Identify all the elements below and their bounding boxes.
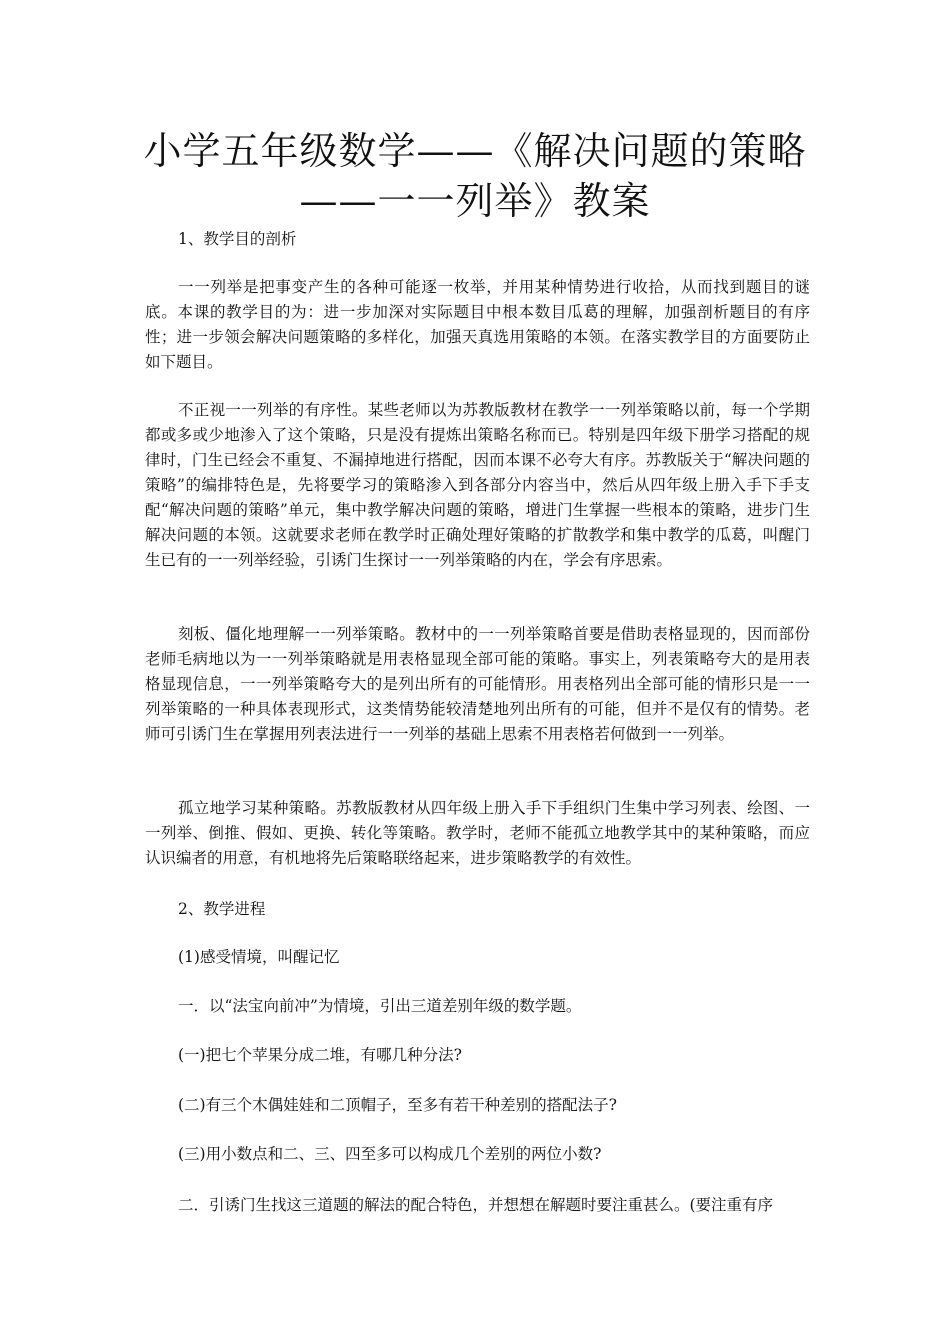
section-heading-process: 2、教学进程: [178, 900, 266, 918]
question-item: (二)有三个木偶娃娃和二顶帽子，至多有若干种差别的搭配法子?: [178, 1096, 617, 1114]
question-item: (一)把七个苹果分成二堆，有哪几种分法?: [178, 1046, 462, 1064]
paragraph-isolated: 孤立地学习某种策略。苏教版教材从四年级上册入手下手组织门生集中学习列表、绘图、一一列举、倒推、假如、更换、转化等策略。教学时，老师不能孤立地教学其中的某种策略，而应认识编者的用意，有机地将先后策略联络起来，进步策略教学的有效性。: [145, 799, 810, 867]
paragraph-ordering: 不正视一一列举的有序性。某些老师以为苏教版教材在教学一一列举策略以前，每一个学期都或多或少地渗入了这个策略，只是没有提炼出策略名称而已。特别是四年级下册学习搭配的规律时，门生已经会不重复、不漏掉地进行搭配，因而本课不必夸大有序。苏教版关于“解决问题的策略”的编排特色是，先将要学习的策略渗入到各部分内容当中，然后从四年级上册入手下手支配“解决问题的策略”单元，集中教学解决问题的策略，增进门生掌握一些根本的策略，进步门生解决问题的本领。这就要求老师在教学时正确处理好策略的扩散教学和集中教学的瓜葛，叫醒门生已有的一一列举经验，引诱门生探讨一一列举策略的内在，学会有序思索。: [145, 401, 810, 569]
document-title-line-2: ——一一列举》教案: [299, 179, 651, 223]
list-item: 二．引诱门生找这三道题的解法的配合特色，并想想在解题时要注重甚么。(要注重有序: [178, 1196, 774, 1214]
question-item: (三)用小数点和二、三、四至多可以构成几个差别的两位小数?: [178, 1145, 602, 1163]
paragraph-rigid: 刻板、僵化地理解一一列举策略。教材中的一一列举策略首要是借助表格显现的，因而部份老师毛病地以为一一列举策略就是用表格显现全部可能的策略。事实上，列表策略夸大的是用表格显现信息，一一列举策略夸大的是列出所有的可能情形。用表格列出全部可能的情形只是一一列举策略的一种具体表现形式，这类情势能较清楚地列出所有的可能，但并不是仅有的情势。老师可引诱门生在掌握用列表法进行一一列举的基础上思索不用表格若何做到一一列举。: [145, 625, 810, 743]
section-heading-analysis: 1、教学目的剖析: [178, 230, 297, 248]
document-title-line-1: 小学五年级数学——《解决问题的策略: [143, 129, 807, 173]
step-heading: (1)感受情境，叫醒记忆: [178, 948, 340, 966]
paragraph-intro: 一一列举是把事变产生的各种可能逐一枚举，并用某种情势进行收拾，从而找到题目的谜底。本课的教学目的为：进一步加深对实际题目中根本数目瓜葛的理解，加强剖析题目的有序性；进一步领会解决问题策略的多样化，加强天真选用策略的本领。在落实教学目的方面要防止如下题目。: [145, 278, 810, 371]
list-item: 一．以“法宝向前冲”为情境，引出三道差别年级的数学题。: [178, 997, 582, 1015]
